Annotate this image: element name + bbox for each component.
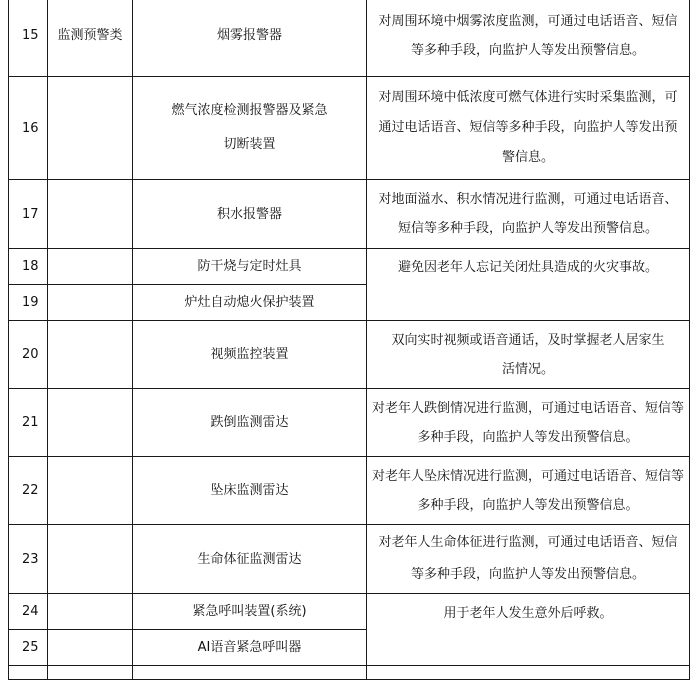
table-row xyxy=(9,0,690,77)
device-description: 对老年人跌倒情况进行监测，可通过电话语音、短信等多种手段，向监护人等发出预警信息。 xyxy=(367,389,690,457)
device-description: 对周围环境中低浓度可燃气体进行实时采集监测，可通过电话语音、短信等多种手段，向监护人等发出预警信息。 xyxy=(367,77,690,180)
device-description: 对老年人坠床情况进行监测，可通过电话语音、短信等多种手段，向监护人等发出预警信息。 xyxy=(367,457,690,525)
row-number: 25 xyxy=(9,630,48,666)
category-cell-empty xyxy=(48,249,133,285)
category-cell-empty xyxy=(48,389,133,457)
device-name: 炉灶自动熄火保护装置 xyxy=(133,285,367,321)
category-cell-empty xyxy=(48,630,133,666)
device-description: 用于老年人发生意外后呼救。 xyxy=(367,594,690,666)
device-description-empty xyxy=(367,666,690,680)
device-name: 积水报警器 xyxy=(133,180,367,249)
device-name: AI语音紧急呼叫器 xyxy=(133,630,367,666)
table-row xyxy=(9,77,690,180)
category-cell-empty xyxy=(48,457,133,525)
table-row xyxy=(9,457,690,525)
category-cell-empty xyxy=(48,666,133,680)
device-name: 紧急呼叫装置(系统) xyxy=(133,594,367,630)
device-name: 跌倒监测雷达 xyxy=(133,389,367,457)
row-number: 19 xyxy=(9,285,48,321)
table-row xyxy=(9,525,690,594)
device-table xyxy=(8,0,690,680)
row-number: 15 xyxy=(9,0,48,77)
device-description: 双向实时视频或语音通话，及时掌握老人居家生活情况。 xyxy=(367,321,690,389)
row-number: 17 xyxy=(9,180,48,249)
table-row xyxy=(9,180,690,249)
category-cell-empty xyxy=(48,594,133,630)
category-cell-empty xyxy=(48,285,133,321)
row-number: 22 xyxy=(9,457,48,525)
table-row xyxy=(9,594,690,630)
table-row-partial xyxy=(9,666,690,680)
category-cell-empty xyxy=(48,525,133,594)
device-name: 烟雾报警器 xyxy=(133,0,367,77)
device-name: 防干烧与定时灶具 xyxy=(133,249,367,285)
category-cell-empty xyxy=(48,321,133,389)
device-name: 生命体征监测雷达 xyxy=(133,525,367,594)
category-cell-empty xyxy=(48,180,133,249)
table-row xyxy=(9,389,690,457)
row-number-empty xyxy=(9,666,48,680)
row-number: 24 xyxy=(9,594,48,630)
device-description: 对地面溢水、积水情况进行监测，可通过电话语音、短信等多种手段，向监护人等发出预警信息。 xyxy=(367,180,690,249)
category-cell: 监测预警类 xyxy=(48,0,133,77)
device-description: 对老年人生命体征进行监测，可通过电话语音、短信等多种手段，向监护人等发出预警信息。 xyxy=(367,525,690,594)
device-name: 燃气浓度检测报警器及紧急切断装置 xyxy=(133,77,367,180)
device-name: 坠床监测雷达 xyxy=(133,457,367,525)
table-row xyxy=(9,321,690,389)
device-description: 对周围环境中烟雾浓度监测，可通过电话语音、短信等多种手段，向监护人等发出预警信息。 xyxy=(367,0,690,77)
device-description: 避免因老年人忘记关闭灶具造成的火灾事故。 xyxy=(367,249,690,321)
row-number: 16 xyxy=(9,77,48,180)
row-number: 18 xyxy=(9,249,48,285)
row-number: 23 xyxy=(9,525,48,594)
table-row xyxy=(9,249,690,285)
row-number: 21 xyxy=(9,389,48,457)
row-number: 20 xyxy=(9,321,48,389)
category-cell-empty xyxy=(48,77,133,180)
device-name-empty xyxy=(133,666,367,680)
device-name: 视频监控装置 xyxy=(133,321,367,389)
